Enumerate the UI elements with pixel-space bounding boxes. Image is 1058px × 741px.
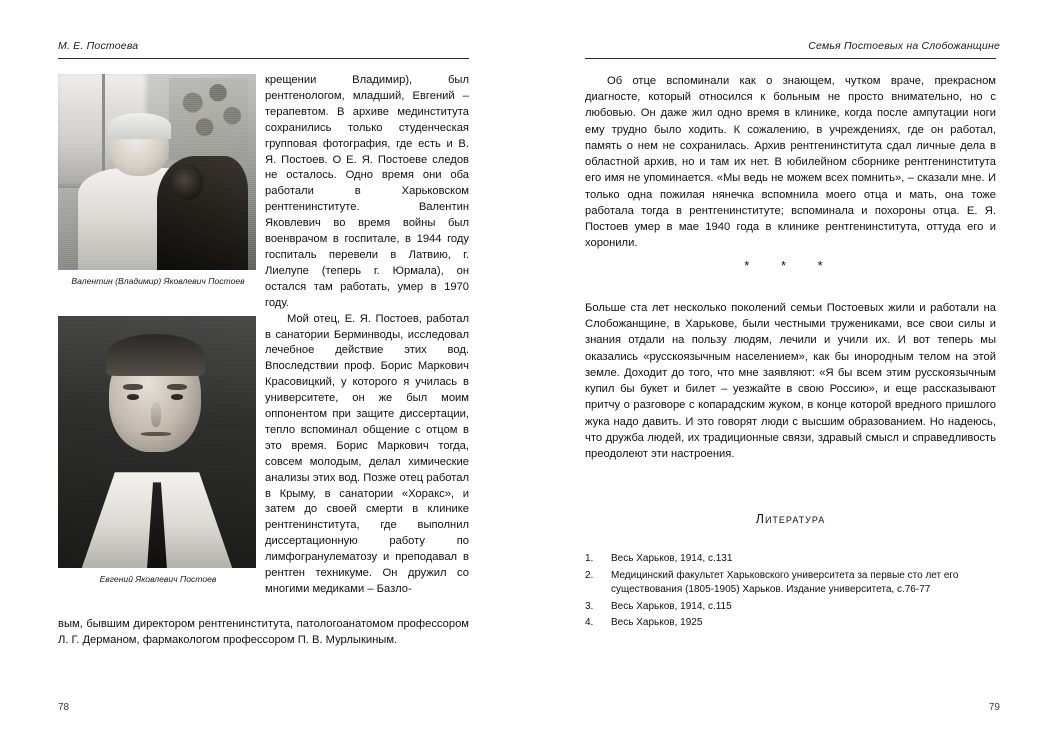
references-heading: Литература bbox=[755, 512, 826, 526]
paragraph: Об отце вспоминали как о знающем, чутком враче, прекрасном диагносте, который относился к больным не просто внимательно, но с любовью. Он даже жил одно время в клинике, когда после ампутации ноги ему трудно было ходить. К сожалению, в учреждениях, где он работал, память о нем не сохранилась. Архив рентгенинститута сдал личные дела в областной архив, но и там их нет. В юбилейном сборнике рентгенинститута его имя не упоминается. «Мы ведь не можем всех помнить», – сказали мне. И только одна пожилая нянечка вспомнила моего отца и мать, она тоже работала тогда в рентгенинституте; вспоминала и похороны отца. Е. Я. Постоев умер в мае 1940 года в клинике рентгенинститута, оттуда его и хоронили. bbox=[585, 75, 996, 250]
right-page bbox=[529, 0, 1058, 741]
header-rule-right bbox=[585, 58, 996, 59]
header-rule-left bbox=[58, 58, 469, 59]
reference-number: 4. bbox=[585, 617, 594, 628]
left-page-full-width-text bbox=[58, 617, 469, 649]
list-item bbox=[585, 552, 996, 567]
reference-text: Весь Харьков, 1914, с.115 bbox=[611, 600, 732, 612]
references-list bbox=[585, 552, 996, 633]
reference-number: 2. bbox=[585, 569, 594, 581]
photo-caption-valentin: Валентин (Владимир) Яковлевич Постоев bbox=[71, 276, 245, 286]
photo-grain-overlay bbox=[58, 316, 256, 568]
list-item bbox=[585, 600, 996, 615]
section-divider: * * * bbox=[744, 258, 837, 273]
right-page-text-block-2 bbox=[585, 300, 996, 462]
right-page-text-block-1 bbox=[585, 73, 996, 252]
reference-number: 1. bbox=[585, 553, 594, 564]
photo-valentin-postoev bbox=[58, 74, 256, 270]
reference-number: 3. bbox=[585, 600, 594, 612]
reference-text: Весь Харьков, 1925 bbox=[611, 617, 703, 628]
running-head-right: Семья Постоевых на Слобожанщине bbox=[808, 40, 1000, 52]
reference-text: Медицинский факультет Харьковского университета за первые сто лет его существования (1805-1905) Харьков. Издание университета, с.76-77 bbox=[611, 569, 959, 595]
running-head-left: М. Е. Постоева bbox=[58, 40, 139, 52]
reference-text: Весь Харьков, 1914, с.131 bbox=[611, 553, 733, 564]
page-number-right: 79 bbox=[988, 702, 1000, 713]
paragraph: крещении Владимир), был рентгенологом, младший, Евгений – терапевтом. В архиве мединститута сохранились только студенческая групповая фотография, где есть и В. Я. Постоев. О Е. Я. Постоеве следов не осталось. Одно время они оба работали в Харьковском рентгенинституте. Валентин Яковлевич во время войны был военврачом в госпитале, в 1944 году госпиталь перевели в Латвию, г. Лиелупе (теперь г. Юрмала), он остался там работать, умер в 1970 году. bbox=[265, 74, 469, 309]
list-item bbox=[585, 569, 996, 598]
photo-grain-overlay bbox=[58, 74, 256, 270]
list-item bbox=[585, 616, 996, 631]
photo-caption-evgeniy: Евгений Яковлевич Постоев bbox=[99, 574, 217, 584]
paragraph: вым, бывшим директором рентгенинститута, патологоанатомом профессором Л. Г. Дерманом, фармакологом профессором П. В. Мурлыкиным. bbox=[58, 618, 469, 646]
page-number-left: 78 bbox=[58, 702, 70, 713]
paragraph: Мой отец, Е. Я. Постоев, работал в санатории Берминводы, исследовал лечебное действие этих вод. Впоследствии проф. Борис Маркович Красовицкий, у которого я училась в университете, он же был моим оппонентом при защите диссертации, тепло вспоминал общение с отцом в это время. Борис Маркович тогда, совсем молодым, делал химические анализы этих вод. Позже отец работал в Крыму, в санатории «Хоракс», и затем до своей смерти в клинике рентгенинститута, где выполнил диссертационную работу по лимфогранулематозу и преподавал в рентген техникуме. Он дружил со многими медиками – Базло- bbox=[265, 312, 469, 595]
photo-evgeniy-postoev bbox=[58, 316, 256, 568]
paragraph: Больше ста лет несколько поколений семьи Постоевых жили и работали на Слобожанщине, в Харькове, были честными тружениками, все свои силы и знания отдали на пользу людям, лечили и учили их. И вот теперь мы оказались «русскоязычным населением», как бы инородным телом на этой земле. Доходит до того, что мне заявляют: «Я бы всем этим русскоязычным купил бы букет и билет – уезжайте в свою Россию», и еще рассказывают притчу о разговоре с копарадским жуком, в конце которой вредного пришлого жука надо давить. И это говорят люди с высшим образованием. Но надеюсь, что дружба людей, их традиционные связи, здравый смысл и справедливость преодолеют эти настроения. bbox=[585, 302, 996, 461]
left-page-column-text bbox=[265, 73, 469, 598]
